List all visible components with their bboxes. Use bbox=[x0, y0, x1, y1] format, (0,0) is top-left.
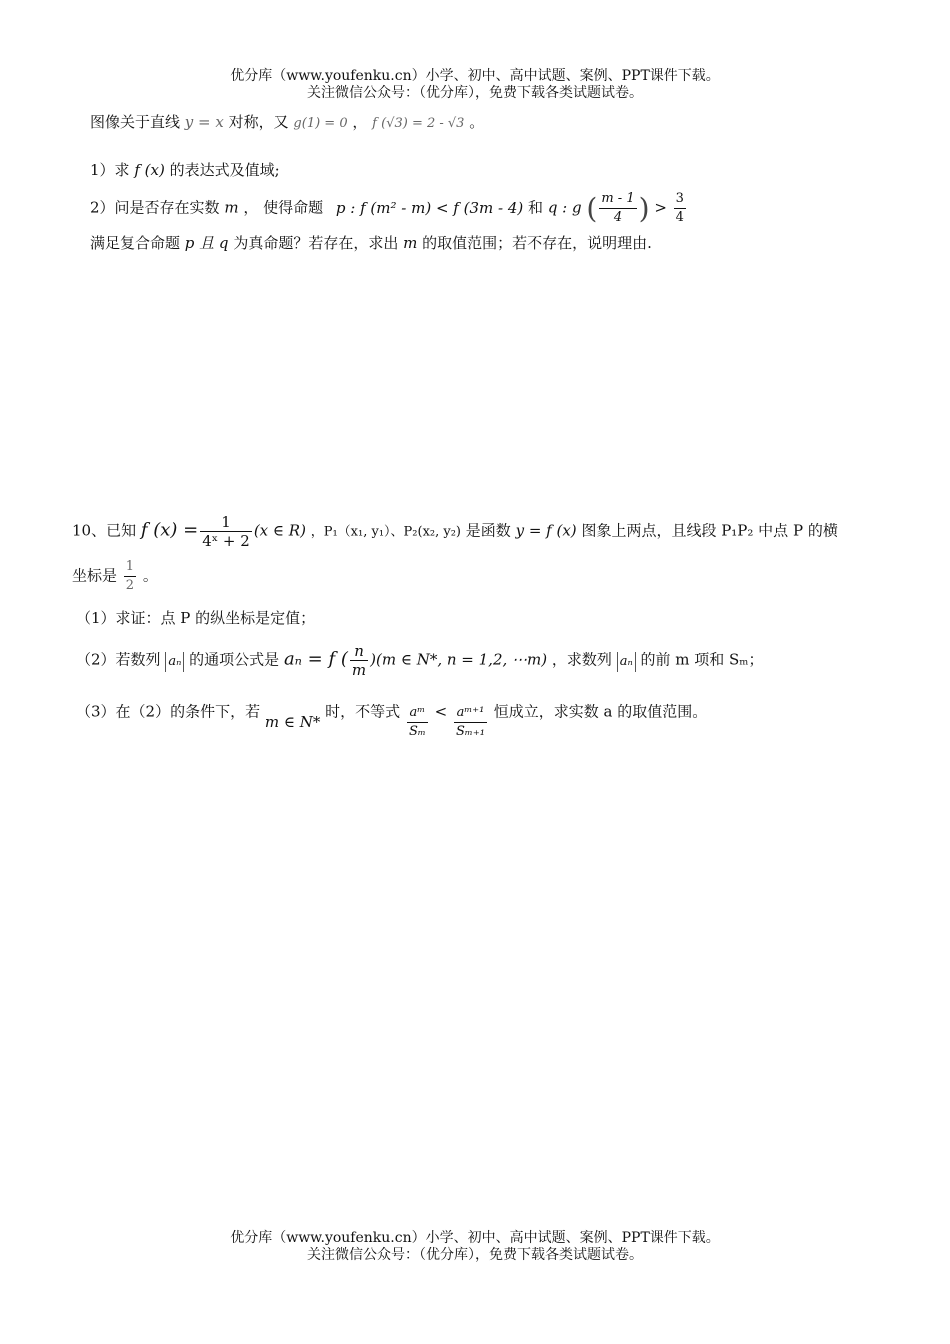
q10-function-fraction: $\frac{1}{\text{4ˣ + 2}}$ bbox=[202, 513, 250, 550]
footer-line-1: 优分库（www.youfenku.cn）小学、初中、高中试题、案例、PPT课件下载。 bbox=[230, 1230, 720, 1246]
eq-f-sqrt3: f (√3) = 2 - √3 bbox=[372, 116, 465, 131]
rhs-fraction: $\frac{\text{aᵐ⁺¹}}{\text{Sₘ₊₁}}$ bbox=[455, 705, 485, 739]
q10-part1: （1）求证：点 P 的纵坐标是定值； bbox=[76, 609, 316, 627]
lhs-fraction: $\frac{\text{aᵐ}}{\text{Sₘ}}$ bbox=[408, 705, 426, 739]
proposition-q: q : g bbox=[547, 198, 582, 217]
q9-part1: 1）求 f (x) 的表达式及值域; bbox=[90, 161, 280, 179]
q9-part3: 满足复合命题 p 且 q 为真命题？若存在，求出 m 的取值范围；若不存在，说明理由. bbox=[90, 234, 652, 252]
footer-line-2: 关注微信公众号：（优分库），免费下载各类试题试卷。 bbox=[307, 1247, 643, 1263]
q9-part2: 2）问是否存在实数 m ， 使得命题 p : f (m² - m) < f (3m - 4) 和 q : g ( $\frac{m - 1}{4}$ ) > $\frac{3}{4}$ bbox=[90, 191, 684, 225]
three-quarters: $\frac{3}{4}$ bbox=[675, 191, 684, 225]
eq-fx: f (x) bbox=[134, 161, 165, 179]
q10-stem-line2: 坐标是 $\frac{1}{2}$ 。 bbox=[72, 559, 158, 593]
q9-intro: 图像关于直线 y = x 对称，又 g(1) = 0 ， f (√3) = 2 - √3 。 bbox=[90, 113, 485, 131]
header-line-1: 优分库（www.youfenku.cn）小学、初中、高中试题、案例、PPT课件下载。 bbox=[230, 68, 720, 84]
one-half: $\frac{1}{2}$ bbox=[125, 559, 135, 593]
sequence-an: aₙ bbox=[165, 652, 184, 672]
page-footer bbox=[0, 1230, 950, 1264]
q-fraction: $\frac{m - 1}{4}$ bbox=[601, 191, 635, 225]
q10-label: 10、已知 bbox=[72, 521, 137, 540]
page-header bbox=[0, 68, 950, 102]
sequence-an-2: aₙ bbox=[617, 652, 636, 672]
n-over-m: $\frac{n}{m}$ bbox=[351, 642, 367, 679]
q10-part2: （2）若数列 aₙ 的通项公式是 aₙ = f ( $\frac{n}{m}$ )(m ∈ N*, n = 1,2, ⋯m) ，求数列 aₙ 的前 m 项和 Sₘ； bbox=[76, 642, 764, 679]
eq-y-equals-x: y = x bbox=[184, 113, 224, 131]
proposition-p: p : f (m² - m) < f (3m - 4) bbox=[335, 198, 524, 217]
q10-stem: 10、已知 f (x) = $\frac{1}{\text{4ˣ + 2}}$ (x ∈ R) ，P₁（x₁, y₁）、P₂(x₂, y₂) 是函数 y = f (x) 图象上两点，且线段 P₁P₂ 中点 P 的横 bbox=[72, 513, 838, 550]
header-line-2: 关注微信公众号：（优分库），免费下载各类试题试卷。 bbox=[307, 85, 643, 101]
q10-part3: （3）在（2）的条件下，若 m ∈ N* 时，不等式 $\frac{\text{aᵐ}}{\text{Sₘ}}$ < $\frac{\text{aᵐ⁺¹}}{\text{Sₘ₊₁}}$ 恒成立，求实数 a 的取值范围。 bbox=[76, 702, 708, 739]
eq-g1: g(1) = 0 bbox=[293, 116, 348, 131]
